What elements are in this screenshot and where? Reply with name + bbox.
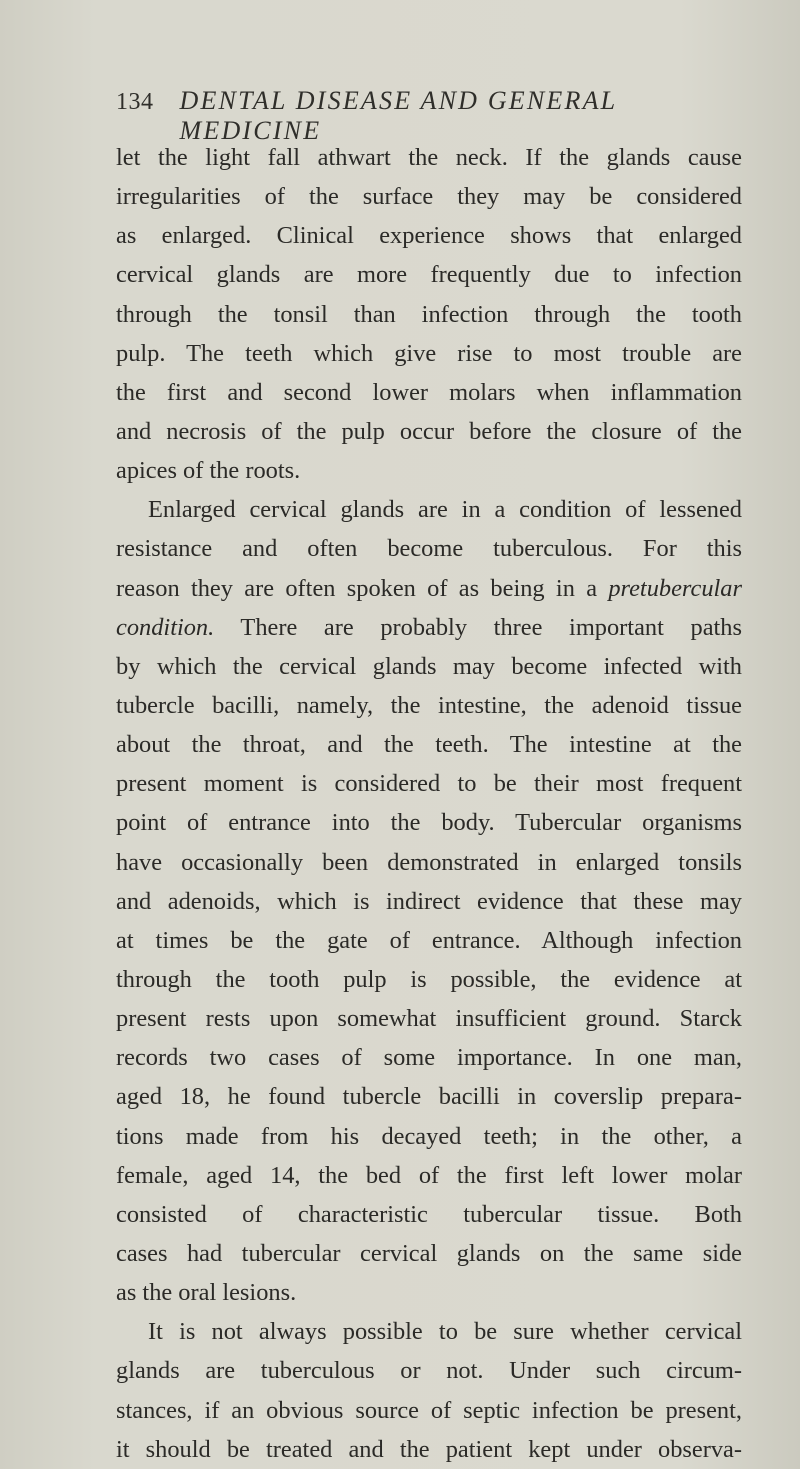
- line-text: records two cases of some importance. In one man,: [116, 1044, 742, 1072]
- text-line: [116, 1430, 742, 1469]
- text-line: [116, 921, 742, 960]
- italic-term: pretubercular: [608, 574, 742, 602]
- line-text: aged 18, he found tubercle bacilli in coverslip prepara-: [116, 1083, 742, 1111]
- line-text: present moment is considered to be their most frequent: [116, 770, 742, 798]
- line-text: as the oral lesions.: [116, 1279, 297, 1307]
- line-text: by which the cervical glands may become infected with: [116, 652, 742, 680]
- line-text: let the light fall athwart the neck. If the glands cause: [116, 144, 742, 171]
- line-text: about the throat, and the teeth. The intestine at the: [116, 731, 742, 759]
- line-text: through the tonsil than infection through the tooth: [116, 300, 742, 328]
- text-line: [116, 725, 742, 764]
- text-line: [116, 334, 742, 373]
- line-text: female, aged 14, the bed of the first left lower molar: [116, 1161, 742, 1189]
- line-text: the first and second lower molars when inflammation: [116, 378, 742, 406]
- text-line: [116, 1234, 742, 1273]
- text-line: [116, 1117, 742, 1156]
- line-text: Enlarged cervical glands are in a condition of lessened: [148, 496, 742, 524]
- line-text: and adenoids, which is indirect evidence that these may: [116, 887, 742, 915]
- text-line: [116, 177, 742, 216]
- text-line: [116, 843, 742, 882]
- text-line: [116, 216, 742, 255]
- text-line: [116, 803, 742, 842]
- line-text: glands are tuberculous or not. Under such circum-: [116, 1357, 742, 1385]
- text-line: [116, 529, 742, 568]
- running-head: [116, 86, 746, 145]
- text-line: [116, 1077, 742, 1116]
- running-title: DENTAL DISEASE AND GENERAL MEDICINE: [179, 86, 617, 145]
- text-line: [116, 1038, 742, 1077]
- text-line: [116, 1156, 742, 1195]
- line-text: as enlarged. Clinical experience shows that enlarged: [116, 222, 742, 250]
- text-line: [116, 373, 742, 412]
- line-text: at times be the gate of entrance. Although infection: [116, 926, 742, 954]
- line-text: present rests upon somewhat insufficient ground. Starck: [116, 1005, 742, 1033]
- line-text: There are probably three important paths: [214, 613, 742, 641]
- line-text: point of entrance into the body. Tubercular organisms: [116, 809, 742, 837]
- line-text: It is not always possible to be sure whether cervical: [148, 1318, 742, 1346]
- text-line: [116, 764, 742, 803]
- italic-term: condition.: [116, 613, 215, 641]
- line-text: resistance and often become tuberculous. For this: [116, 535, 742, 563]
- line-text: reason they are often spoken of as being in a: [116, 574, 609, 602]
- text-line: [116, 882, 742, 921]
- text-line: [116, 647, 742, 686]
- body-text: [116, 138, 742, 1469]
- text-line: [116, 1312, 742, 1351]
- text-line: [116, 1351, 742, 1390]
- line-text: stances, if an obvious source of septic infection be present,: [116, 1396, 742, 1424]
- line-text: cases had tubercular cervical glands on the same side: [116, 1239, 742, 1267]
- line-text: and necrosis of the pulp occur before the closure of the: [116, 417, 742, 445]
- text-line: [116, 1391, 742, 1430]
- line-text: cervical glands are more frequently due to infection: [116, 261, 742, 289]
- text-line: [116, 412, 742, 451]
- text-line: [116, 490, 742, 529]
- text-line: [116, 295, 742, 334]
- line-text: tions made from his decayed teeth; in the other, a: [116, 1122, 742, 1150]
- text-line: [116, 1195, 742, 1234]
- text-line: [116, 608, 742, 647]
- text-line: [116, 255, 742, 294]
- line-text: apices of the roots.: [116, 457, 301, 485]
- page-number: 134: [116, 89, 154, 115]
- line-text: it should be treated and the patient kept under observa-: [116, 1435, 742, 1463]
- line-text: through the tooth pulp is possible, the evidence at: [116, 965, 742, 993]
- text-line: [116, 138, 742, 177]
- line-text: irregularities of the surface they may be considered: [116, 183, 742, 211]
- text-line: [116, 1273, 742, 1312]
- line-text: tubercle bacilli, namely, the intestine, the adenoid tissue: [116, 691, 742, 719]
- line-text: have occasionally been demonstrated in enlarged tonsils: [116, 848, 742, 876]
- text-line: [116, 686, 742, 725]
- text-line: [116, 999, 742, 1038]
- line-text: consisted of characteristic tubercular tissue. Both: [116, 1200, 742, 1228]
- text-line: [116, 451, 742, 490]
- line-text: pulp. The teeth which give rise to most trouble are: [116, 339, 742, 367]
- text-line: [116, 960, 742, 999]
- text-line: [116, 569, 742, 608]
